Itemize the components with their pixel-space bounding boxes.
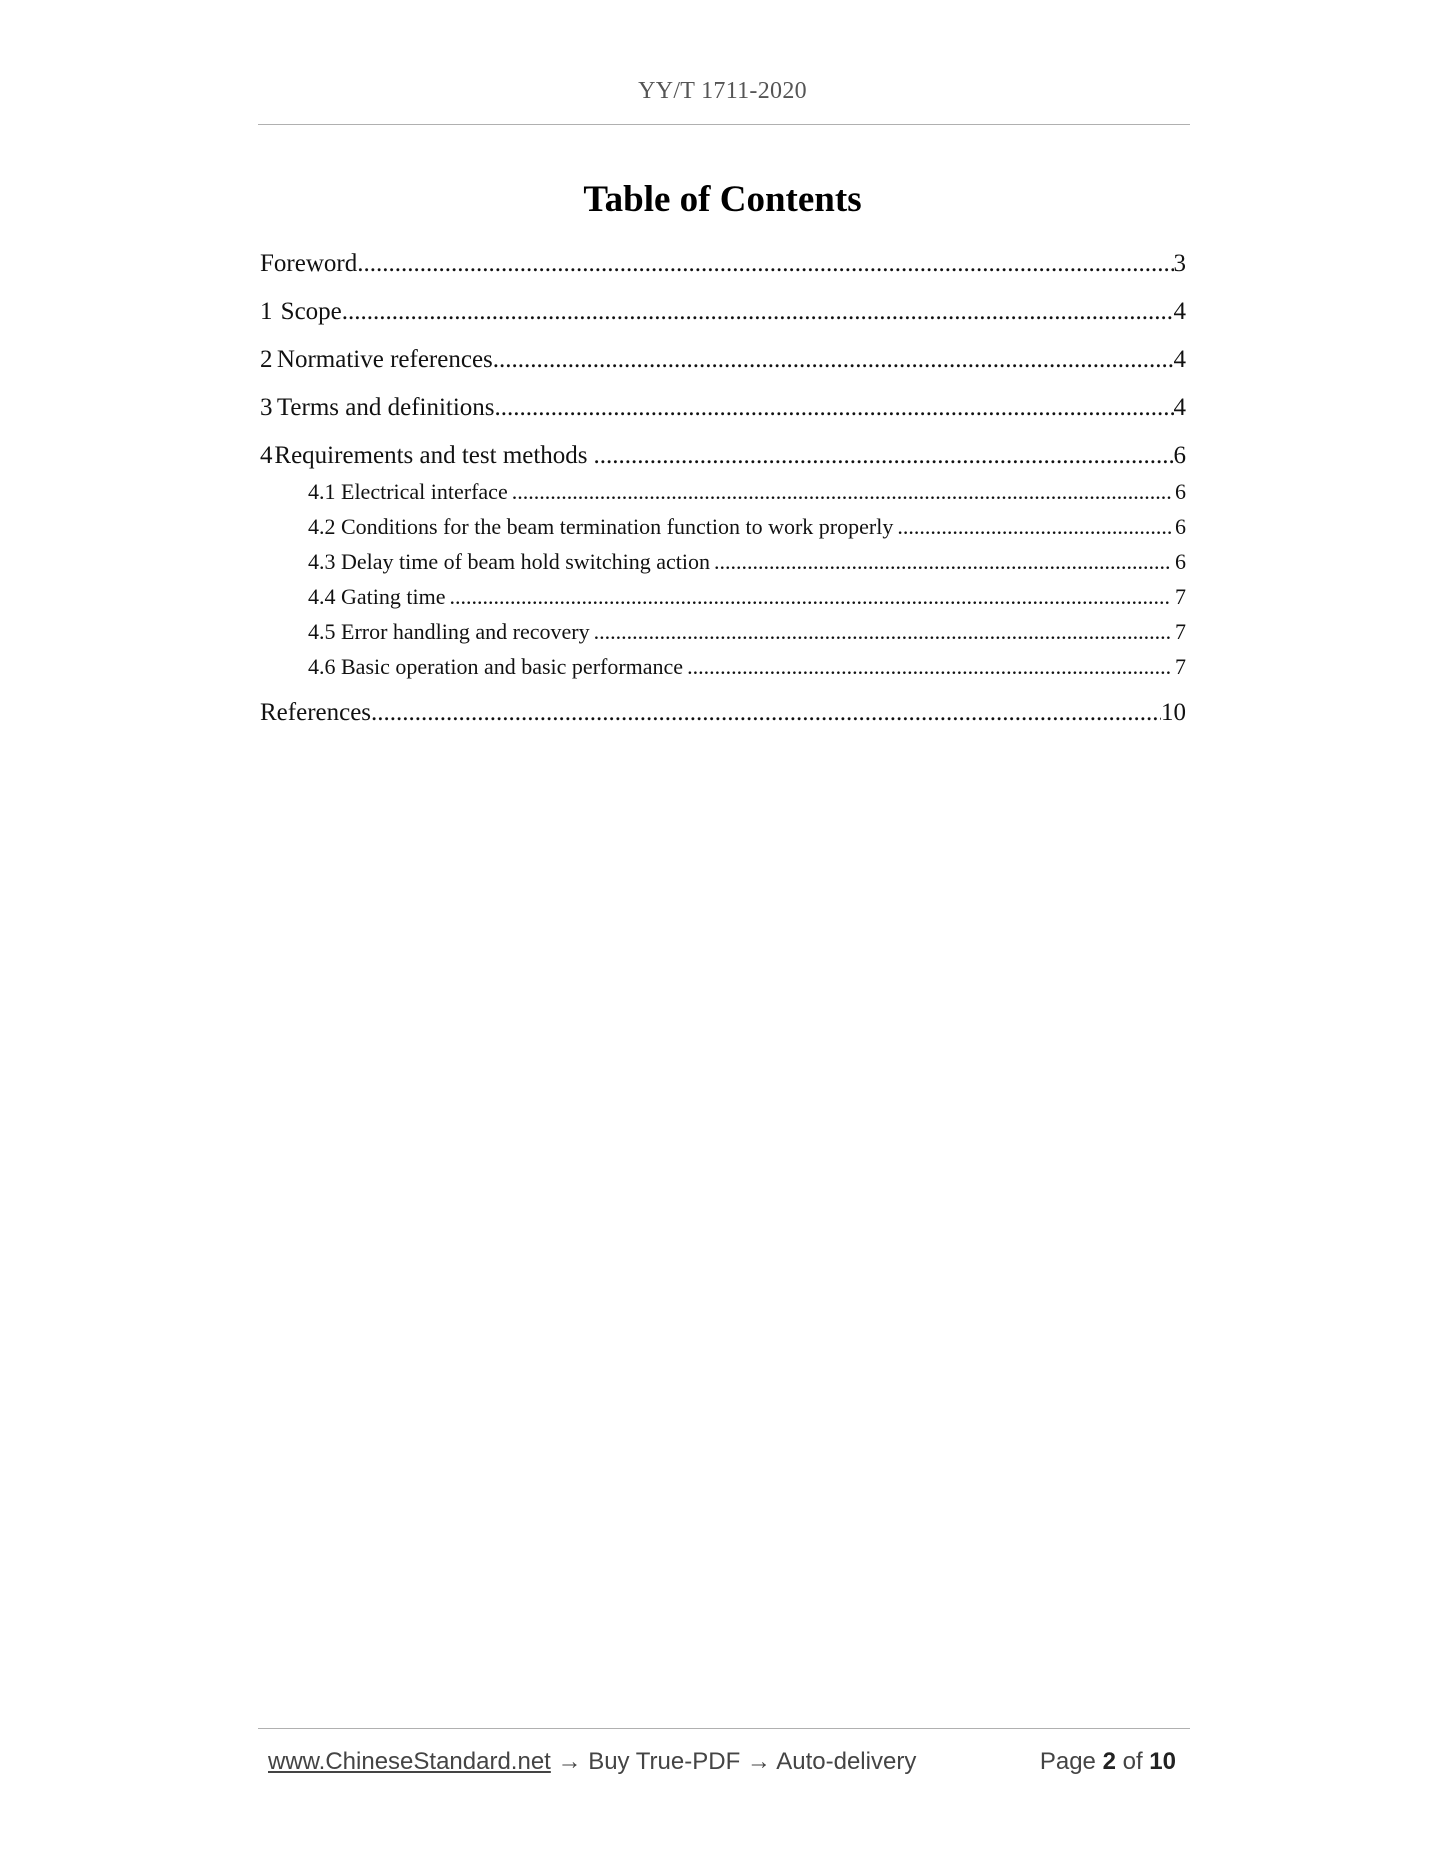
toc-page-number: 4 (1173, 298, 1186, 325)
toc-page-number: 6 (1175, 549, 1186, 574)
toc-page-number: 3 (1173, 250, 1186, 277)
current-page-number: 2 (1102, 1748, 1116, 1775)
toc-entry-4-2[interactable] (260, 514, 1186, 540)
toc-label: Scope (280, 298, 342, 325)
arrow-right-icon: → (746, 1748, 771, 1775)
toc-label: Terms and definitions (276, 394, 495, 421)
toc-page-number: 6 (1175, 479, 1186, 504)
toc-entry-4-4[interactable] (260, 584, 1186, 610)
document-code: YY/T 1711-2020 (638, 78, 807, 104)
toc-label: References (260, 699, 372, 726)
toc-entry-references[interactable] (260, 699, 1186, 727)
toc-entry-foreword[interactable] (260, 250, 1186, 278)
arrow-right-icon: → (557, 1748, 582, 1775)
page-word: Page (1039, 1748, 1096, 1775)
toc-number: 1 (260, 298, 273, 325)
toc-leader (897, 514, 1171, 540)
toc-page-number: 6 (1173, 442, 1186, 469)
toc-entry-scope[interactable] (260, 298, 1186, 326)
buy-true-pdf-text: Buy True-PDF (588, 1748, 741, 1775)
toc-page-number: 10 (1161, 699, 1186, 726)
toc-leader (342, 298, 1174, 326)
toc-label: Normative references (276, 346, 493, 373)
toc-leader (594, 442, 1174, 470)
of-word: of (1122, 1748, 1143, 1775)
toc-leader (493, 346, 1174, 374)
toc-label: 4.5 Error handling and recovery (308, 619, 590, 644)
toc-leader (449, 584, 1171, 610)
toc-label: Foreword (260, 250, 358, 277)
toc-leader (687, 654, 1171, 680)
toc-leader (714, 549, 1171, 575)
toc-leader (512, 479, 1171, 505)
header-divider (258, 124, 1190, 125)
toc-leader (357, 250, 1173, 278)
page-title: Table of Contents (583, 179, 862, 220)
toc-page-number: 7 (1175, 619, 1186, 644)
toc-entry-terms-and-definitions[interactable] (260, 394, 1186, 422)
toc-leader (495, 394, 1174, 422)
toc-entry-4-6[interactable] (260, 654, 1186, 680)
toc-entry-normative-references[interactable] (260, 346, 1186, 374)
toc-page-number: 6 (1175, 514, 1186, 539)
footer-promo (268, 1748, 916, 1776)
toc-label: 4.6 Basic operation and basic performance (308, 654, 684, 679)
toc-page-number: 7 (1175, 584, 1186, 609)
toc-entry-4-5[interactable] (260, 619, 1186, 645)
website-link[interactable]: www.ChineseStandard.net (268, 1748, 551, 1775)
toc-label: 4.1 Electrical interface (308, 479, 508, 504)
page-indicator (1040, 1748, 1176, 1776)
footer-divider (258, 1728, 1190, 1729)
toc-label: 4.4 Gating time (308, 584, 446, 609)
toc-entry-requirements[interactable] (260, 442, 1186, 470)
toc-number: 2 (260, 346, 273, 373)
toc-leader (594, 619, 1171, 645)
toc-page-number: 7 (1175, 654, 1186, 679)
auto-delivery-text: Auto-delivery (776, 1748, 917, 1775)
toc-entry-4-1[interactable] (260, 479, 1186, 505)
toc-number: 4 (260, 442, 273, 469)
toc-leader (371, 699, 1161, 727)
toc-page-number: 4 (1173, 346, 1186, 373)
total-page-count: 10 (1149, 1748, 1176, 1775)
toc-label: 4.2 Conditions for the beam termination function to work properly (308, 514, 894, 539)
toc-page-number: 4 (1173, 394, 1186, 421)
toc-number: 3 (260, 394, 273, 421)
toc-entry-4-3[interactable] (260, 549, 1186, 575)
page-footer (268, 1748, 1180, 1782)
toc-label: 4.3 Delay time of beam hold switching action (308, 549, 711, 574)
toc-label: Requirements and test methods (274, 442, 588, 469)
